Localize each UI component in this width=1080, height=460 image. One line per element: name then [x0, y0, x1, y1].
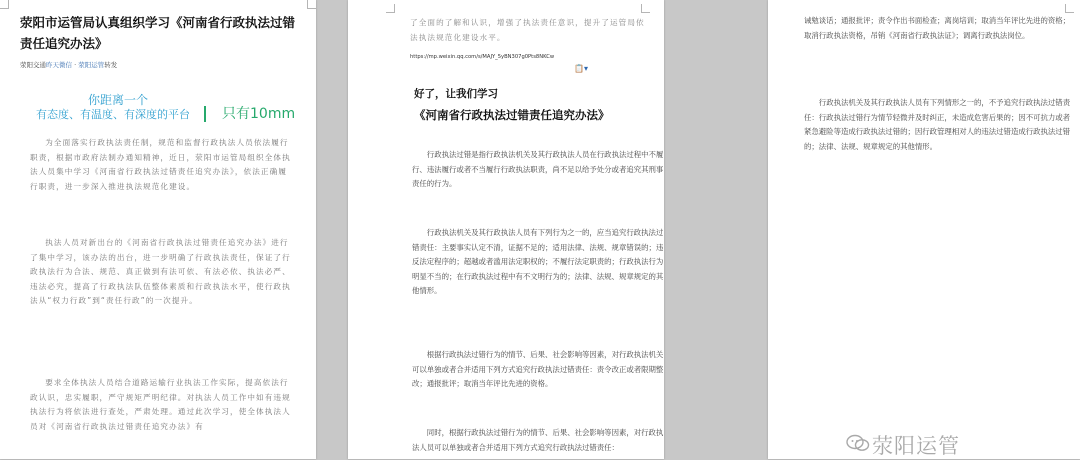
article-url[interactable]: https://mp.weixin.qq.com/s/MAJY_5yBN307g0Pts8NKCw [410, 54, 555, 60]
promo-line-3: 只有10mm [222, 106, 296, 122]
paragraph: 行政执法机关及其行政执法人员有下列行为之一的，应当追究行政执法过错责任：主要事实认定不清，证据不足的；适用法律、法规、规章错误的；违反法定程序的；超越或者滥用法定职权的；不履行法定职责的；行政执法行为明显不当的；在行政执法过程中有不文明行为的；法律、法规、规章规定的其他情形。 [412, 228, 664, 296]
watermark: 荥阳运管 [872, 434, 960, 458]
paragraph: 同时，根据行政执法过错行为的情节、后果、社会影响等因素，对行政执法人员可以单独或者合并适用下列方式追究行政执法过错责任： [412, 428, 664, 452]
wechat-icon [846, 434, 870, 452]
document-page-1 [0, 0, 316, 459]
source-suffix: 转发 [104, 61, 118, 69]
paragraph: 为全面落实行政执法责任制，规范和监督行政执法人员依法履行职责，根据市政府法制办通知精神，近日，荥阳市运管局组织全体执法人员集中学习《河南省行政执法过错责任追究办法》，依法正确履行职责，进一步深入推进执法规范化建设。 [30, 138, 291, 191]
promo-divider [204, 106, 206, 122]
paragraph: 诫勉谈话；通报批评；责令作出书面检查；离岗培训；取消当年评比先进的资格；取消行政执法资格，吊销《河南省行政执法证》；调离行政执法岗位。 [804, 16, 1071, 40]
paragraph: 行政执法过错是指行政执法机关及其行政执法人员在行政执法过程中不履行、违法履行或者不当履行行政执法职责，尚不足以给予处分或者追究其刑事责任的行为。 [412, 150, 664, 189]
paragraph: 执法人员对新出台的《河南省行政执法过错责任追究办法》进行了集中学习，该办法的出台，进一步明确了行政执法责任，保证了行政执法行为合法、规范、真正做到有法可依、有法必依、执法必严、违法必究，提高了行政执法队伍整体素质和行政执法水平，使行政执法从“权力行政”到“责任行政”的一次提升。 [30, 238, 291, 305]
promo-line-2: 有态度、有温度、有深度的平台 [36, 108, 190, 121]
paragraph: 要求全体执法人员结合道路运输行业执法工作实际，提高依法行政认识，忠实履职，严守规矩严明纪律。对执法人员工作中如有违规执法行为将依法进行查处，严肃处理。通过此次学习，使全体执法人员对《河南省行政执法过错责任追究办法》有 [30, 378, 291, 431]
paragraph: 根据行政执法过错行为的情节、后果、社会影响等因素，对行政执法机关可以单独或者合并适用下列方式追究行政执法过错责任：责令改正或者限期整改；通报批评；取消当年评比先进的资格。 [412, 350, 664, 389]
crop-mark [307, 0, 316, 9]
crop-mark [0, 0, 9, 9]
page-title: 荥阳市运管局认真组织学习《河南省行政执法过错责任追究办法》 [20, 15, 296, 51]
paste-options-icon[interactable]: 📋▾ [574, 64, 588, 73]
article-source [20, 60, 117, 69]
promo-line-1: 你距离一个 [88, 93, 149, 107]
source-separator: · [72, 61, 79, 69]
source-link-2[interactable]: 荥阳运管 [78, 61, 105, 69]
source-link[interactable]: 昨天微信 [46, 61, 72, 69]
document-page-3 [768, 0, 1080, 459]
document-page-2 [348, 0, 664, 459]
section-heading: 好了，让我们学习 [414, 88, 498, 100]
crop-mark [641, 4, 650, 13]
paragraph: 行政执法机关及其行政执法人员有下列情形之一的，不予追究行政执法过错责任：行政执法过错行为情节轻微并及时纠正，未造成危害后果的；因不可抗力或者紧急避险等造成行政执法过错的；因行政管理相对人的违法过错造成行政执法过错的；法律、法规、规章规定的其他情形。 [804, 98, 1071, 151]
paragraph: 了全面的了解和认识，增强了执法责任意识，提升了运管局依法执法规范化建设水平。 [410, 18, 645, 42]
document-heading: 《河南省行政执法过错责任追究办法》 [414, 108, 610, 122]
source-prefix: 荥阳交通 [20, 61, 46, 69]
crop-mark [1065, 4, 1074, 13]
crop-mark [386, 4, 395, 13]
